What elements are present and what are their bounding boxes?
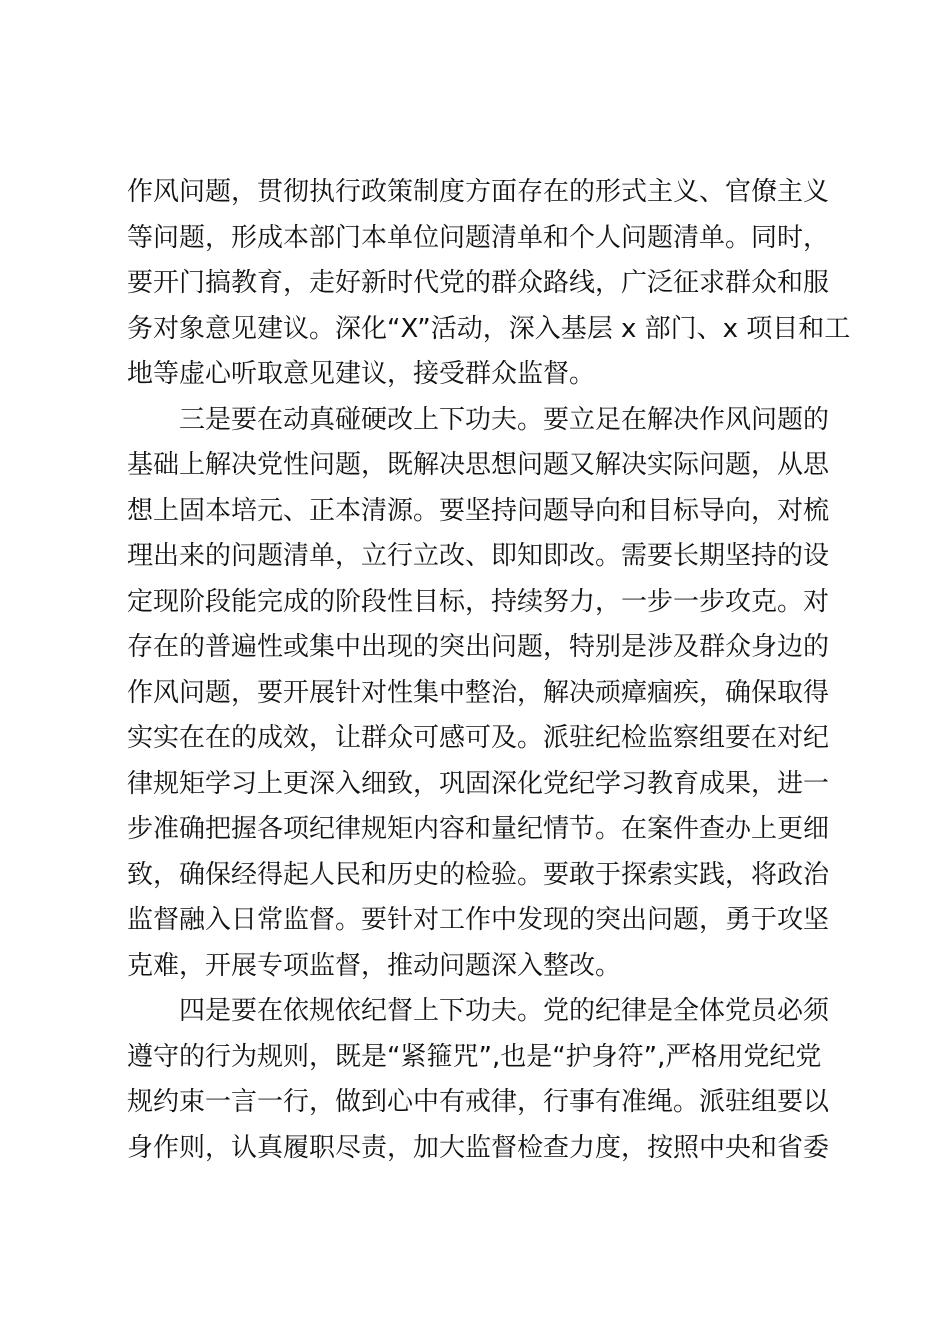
paragraph-start-line: 四是要在依规依纪督上下功夫。党的纪律是全体党员必须 <box>179 996 830 1026</box>
text-line: 遵守的行为规则，既是“紧箍咒”,也是“护身符”,严格用党纪党 <box>127 1041 822 1072</box>
text-line: 作风问题，要开展针对性集中整治，解决顽瘴痼疾，确保取得 <box>127 677 830 708</box>
text-line: 定现阶段能完成的阶段性目标，持续努力，一步一步攻克。对 <box>127 586 830 617</box>
text-line: 监督融入日常监督。要针对工作中发现的突出问题，勇于攻坚 <box>127 905 830 935</box>
text-line: 克难，开展专项监督，推动问题深入整改。 <box>127 950 622 981</box>
text-line: 规约束一言一行，做到心中有戒律，行事有准绳。派驻组要以 <box>127 1087 830 1117</box>
body-text <box>127 170 851 1171</box>
text-line: 基础上解决党性问题，既解决思想问题又解决实际问题，从思 <box>127 450 830 480</box>
text-line: 存在的普遍性或集中出现的突出问题，特别是涉及群众身边的 <box>127 632 830 662</box>
text-line: 务对象意见建议。深化“X”活动，深入基层 x 部门、x 项目和工 <box>127 313 851 344</box>
text-line: 作风问题，贯彻执行政策制度方面存在的形式主义、官僚主义 <box>127 177 830 207</box>
text-line: 理出来的问题清单，立行立改、即知即改。需要长期坚持的设 <box>127 541 830 571</box>
text-line: 致，确保经得起人民和历史的检验。要敢于探索实践，将政治 <box>127 859 830 890</box>
text-line: 步准确把握各项纪律规矩内容和量纪情节。在案件查办上更细 <box>127 814 830 844</box>
text-line: 等问题，形成本部门本单位问题清单和个人问题清单。同时， <box>127 222 830 253</box>
text-line: 想上固本培元、正本清源。要坚持问题导向和目标导向，对梳 <box>127 495 830 526</box>
text-line: 律规矩学习上更深入细致，巩固深化党纪学习教育成果，进一 <box>127 768 830 799</box>
text-line: 要开门搞教育，走好新时代党的群众路线，广泛征求群众和服 <box>127 268 830 298</box>
text-line: 身作则，认真履职尽责，加大监督检查力度，按照中央和省委 <box>127 1132 830 1163</box>
text-line: 实实在在的成效，让群众可感可及。派驻纪检监察组要在对纪 <box>127 723 830 753</box>
paragraph-start-line: 三是要在动真碰硬改上下功夫。要立足在解决作风问题的 <box>179 404 830 435</box>
text-line: 地等虚心听取意见建议，接受群众监督。 <box>127 359 596 389</box>
